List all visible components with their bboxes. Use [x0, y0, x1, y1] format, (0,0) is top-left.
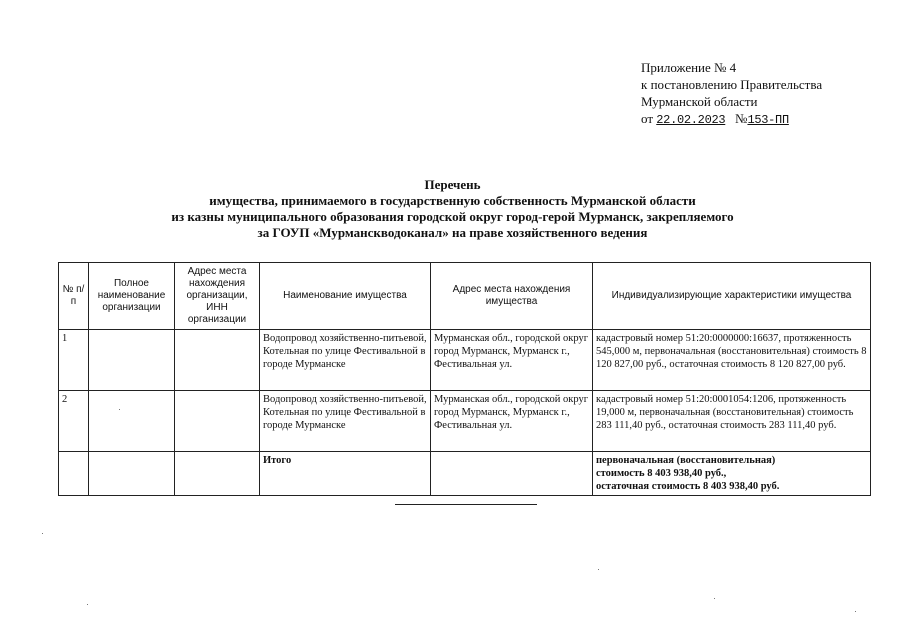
- title-line-3: из казны муниципального образования городской округ город-герой Мурманск, закрепляемого: [171, 209, 734, 224]
- property-table: [58, 262, 871, 496]
- scan-speck: [42, 533, 43, 534]
- cell-total-label: Итого: [260, 452, 431, 496]
- total-line-1: первоначальная (восстановительная): [596, 455, 776, 466]
- header-property-name: Наименование имущества: [260, 263, 431, 330]
- table-total-row: [59, 452, 871, 496]
- document-title: [60, 177, 845, 241]
- header-number: № п/п: [59, 263, 89, 330]
- table-header-row: [59, 263, 871, 330]
- scan-speck: [87, 604, 88, 605]
- appendix-title: Приложение № 4: [641, 60, 737, 75]
- scan-speck: [119, 409, 120, 410]
- appendix-block: [641, 59, 822, 129]
- cell-characteristics: кадастровый номер 51:20:0000000:16637, протяженность 545,000 м, первоначальная (восстановительная) стоимость 8 120 827,00 руб., остаточная стоимость 8 120 827,00 руб.: [593, 330, 871, 391]
- appendix-date-line: [641, 110, 822, 129]
- title-line-2: имущества, принимаемого в государственную собственность Мурманской области: [209, 193, 696, 208]
- cell-number: 2: [59, 391, 89, 452]
- resolution-date: 22.02.2023: [656, 113, 726, 127]
- end-separator-line: [395, 504, 537, 505]
- cell-total-empty-2: [89, 452, 175, 496]
- cell-property-name: Водопровод хозяйственно-питьевой, Котельная по улице Фестивальной в городе Мурманске: [260, 391, 431, 452]
- header-property-address: Адрес места нахождения имущества: [431, 263, 593, 330]
- appendix-region: Мурманской области: [641, 94, 758, 109]
- total-line-3: остаточная стоимость 8 403 938,40 руб.: [596, 481, 780, 492]
- number-prefix: №: [735, 111, 748, 126]
- resolution-number: 153-ПП: [747, 113, 789, 127]
- cell-characteristics: кадастровый номер 51:20:0001054:1206, протяженность 19,000 м, первоначальная (восстановительная) стоимость 283 111,40 руб., остаточная стоимость 283 111,40 руб.: [593, 391, 871, 452]
- scan-speck: [855, 611, 856, 612]
- cell-org-name: [89, 391, 175, 452]
- scan-speck: [714, 598, 715, 599]
- title-line-4: за ГОУП «Мурманскводоканал» на праве хозяйственного ведения: [257, 225, 648, 240]
- table-row: [59, 330, 871, 391]
- cell-property-address: Мурманская обл., городской округ город Мурманск, Мурманск г., Фестивальная ул.: [431, 391, 593, 452]
- cell-number: 1: [59, 330, 89, 391]
- scan-speck: [598, 569, 599, 570]
- cell-total-values: [593, 452, 871, 496]
- header-characteristics: Индивидуализирующие характеристики имущества: [593, 263, 871, 330]
- title-line-1: Перечень: [424, 177, 481, 192]
- appendix-resolution: к постановлению Правительства: [641, 77, 823, 92]
- table-row: [59, 391, 871, 452]
- cell-org-address: [175, 391, 260, 452]
- header-org-address: Адрес места нахождения организации, ИНН организации: [175, 263, 260, 330]
- date-prefix: от: [641, 111, 654, 126]
- cell-total-empty-4: [431, 452, 593, 496]
- cell-org-address: [175, 330, 260, 391]
- total-line-2: стоимость 8 403 938,40 руб.,: [596, 468, 727, 479]
- cell-property-name: Водопровод хозяйственно-питьевой, Котельная по улице Фестивальной в городе Мурманске: [260, 330, 431, 391]
- cell-total-empty-3: [175, 452, 260, 496]
- cell-total-empty-1: [59, 452, 89, 496]
- cell-org-name: [89, 330, 175, 391]
- header-org-name: Полное наименование организации: [89, 263, 175, 330]
- cell-property-address: Мурманская обл., городской округ город Мурманск, Мурманск г., Фестивальная ул.: [431, 330, 593, 391]
